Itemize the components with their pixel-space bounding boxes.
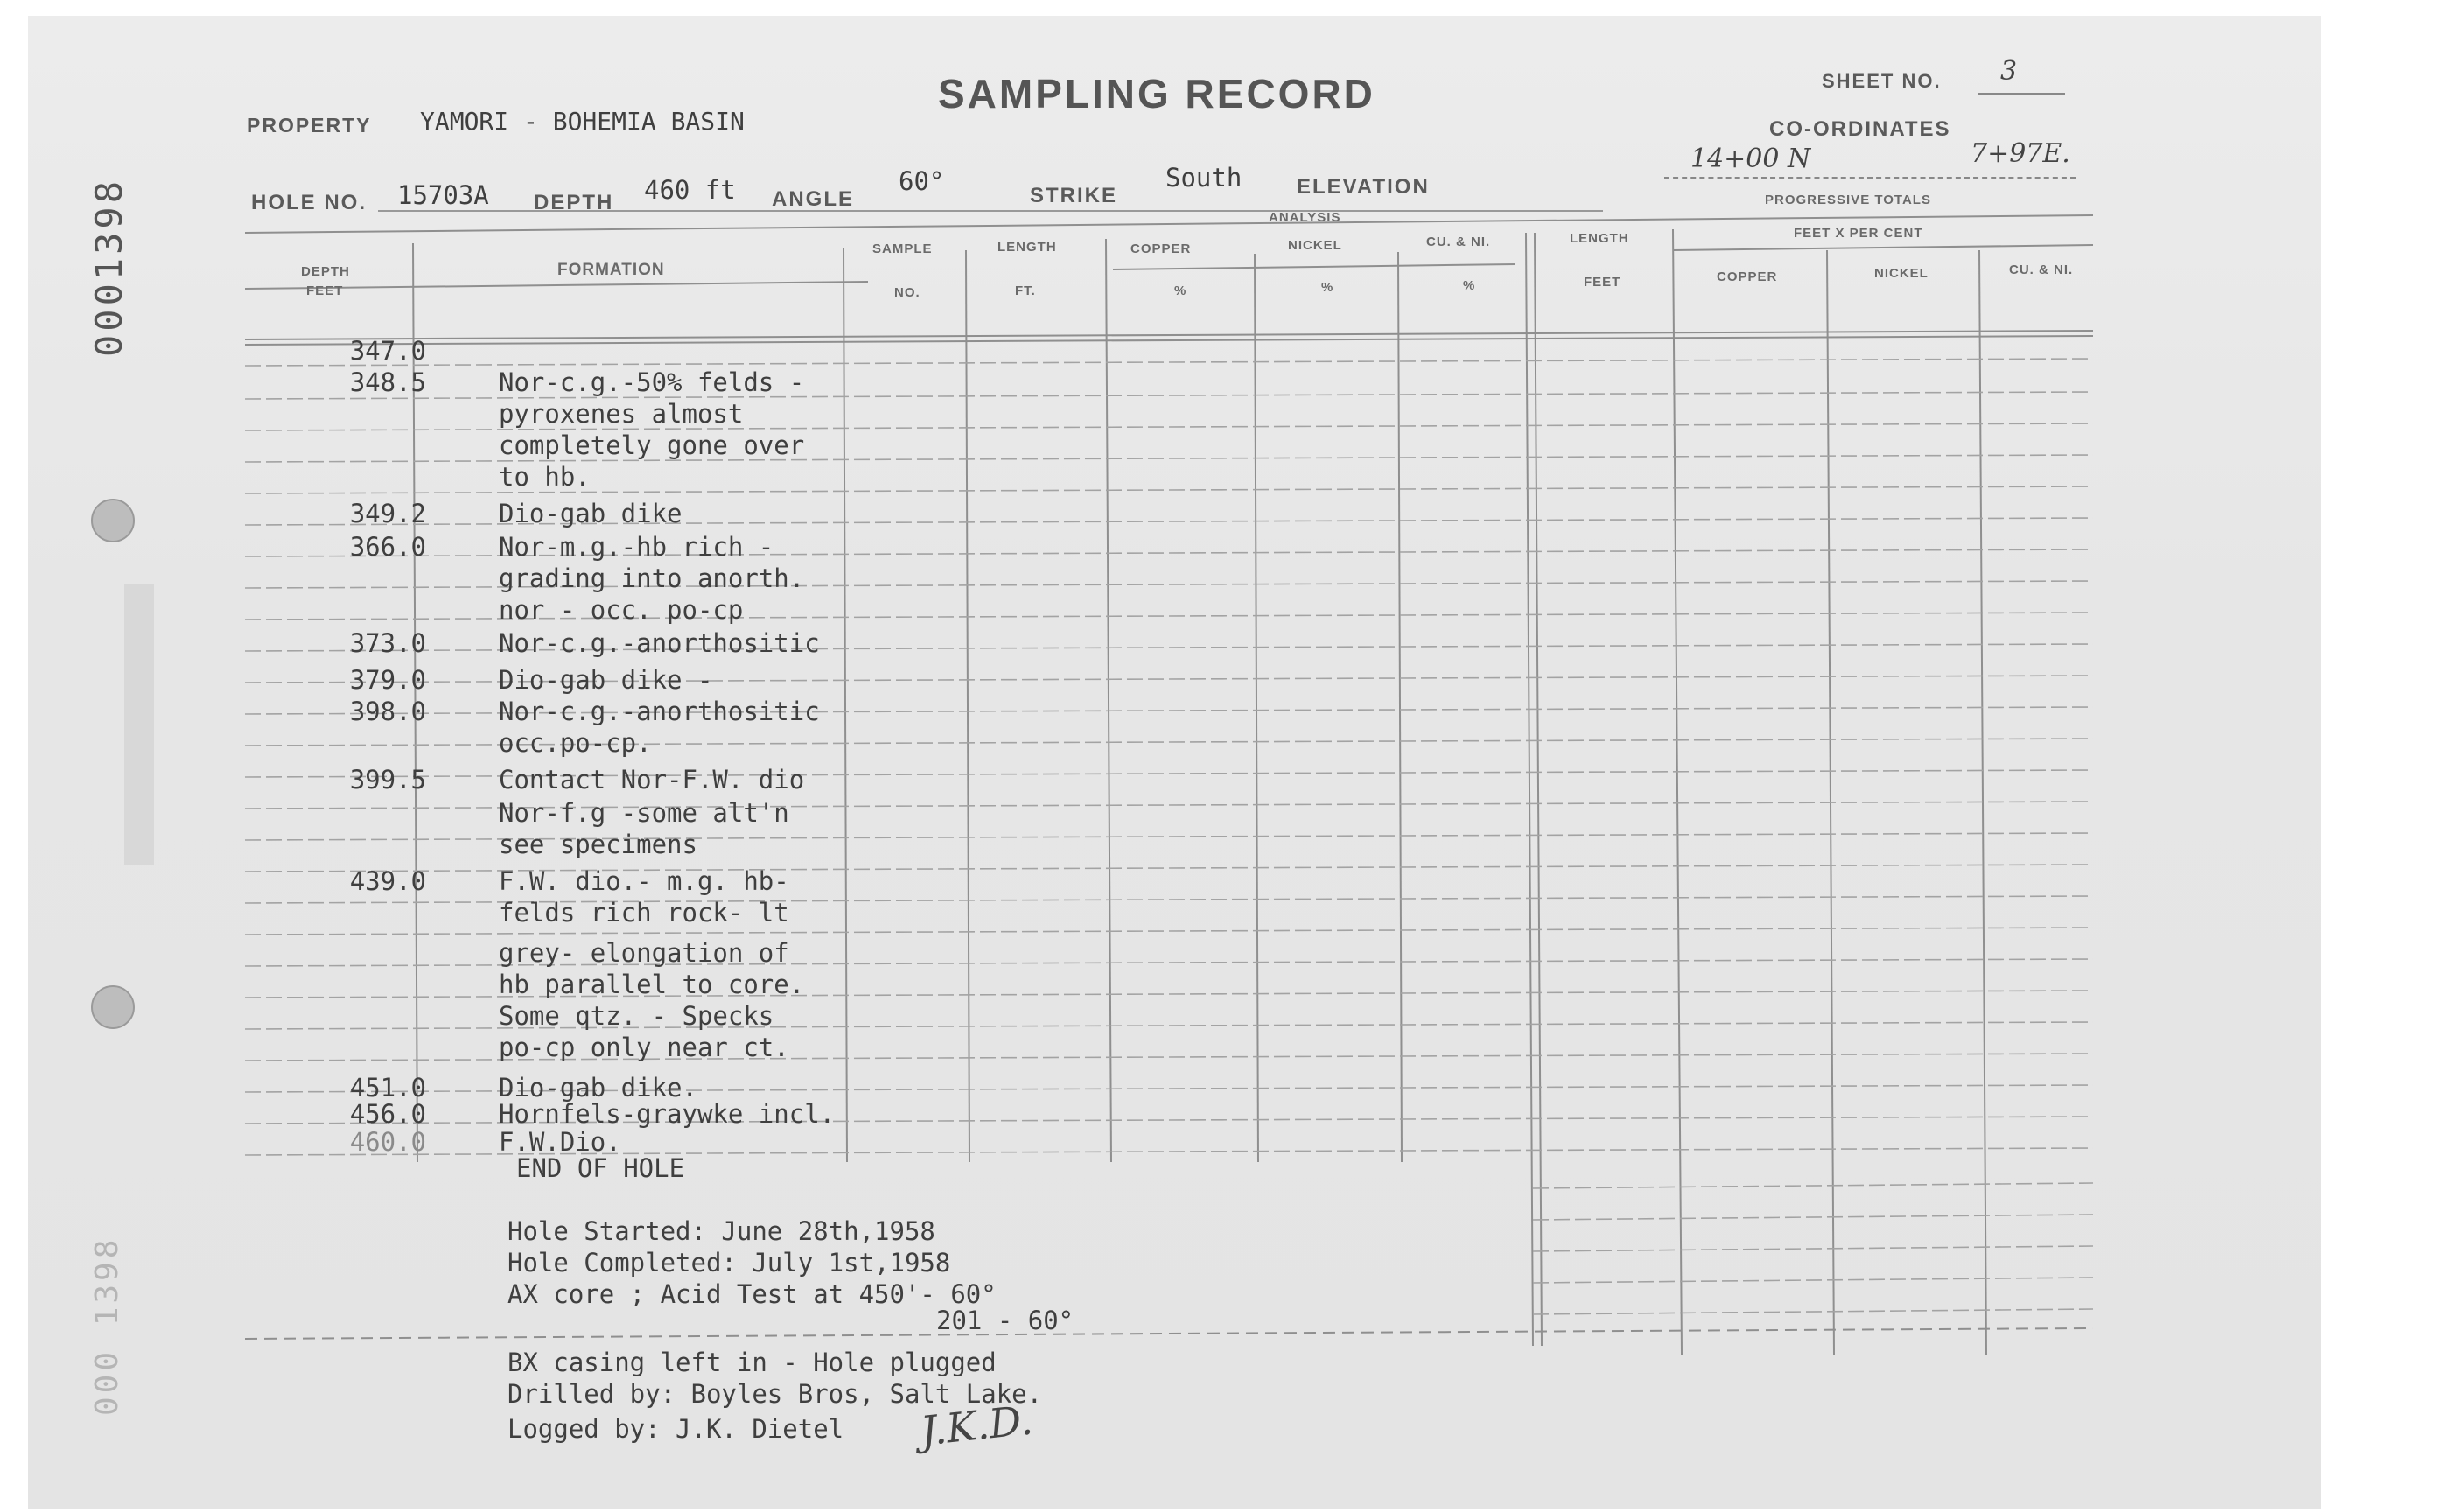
row-formation: felds rich rock- lt [499,898,789,928]
note-logged-by: Logged by: J.K. Dietel [508,1414,844,1444]
col-analysis: ANALYSIS [1269,210,1341,225]
row-formation: F.W. dio.- m.g. hb- [499,866,789,896]
row-depth: 398.0 [349,696,426,726]
row-formation: grading into anorth. [499,564,805,593]
row-formation: Dio-gab dike - [499,665,713,695]
col-copper: COPPER [1130,242,1192,256]
coordinate-north: 14+00 N [1690,144,1811,174]
document-number: 0001398 [88,177,130,357]
hole-no-label: HOLE NO. [251,191,368,214]
col-prog-cu-ni: CU. & NI. [2009,262,2074,277]
col-sample-no: NO. [894,285,920,300]
property-value: YAMORI - BOHEMIA BASIN [420,107,745,136]
row-depth: 373.0 [349,628,426,658]
row-formation: Nor-f.g -some alt'n [499,798,789,828]
row-formation: Contact Nor-F.W. dio [499,765,805,794]
depth-label: DEPTH [534,191,614,214]
row-formation: to hb. [499,462,591,492]
sampling-record-sheet [28,16,2320,1508]
row-formation: END OF HOLE [516,1153,685,1183]
row-depth: 347.0 [349,336,426,366]
row-depth: 451.0 [349,1073,426,1102]
col-feet: FEET [306,284,344,298]
row-formation: pyroxenes almost [499,399,744,429]
row-formation: po-cp only near ct. [499,1032,789,1062]
depth-value: 460 ft [644,175,736,205]
row-formation: nor - occ. po-cp [499,595,744,625]
col-prog-feet: FEET [1584,275,1621,290]
angle-label: ANGLE [772,187,854,211]
row-depth: 460.0 [349,1127,426,1157]
col-formation: FORMATION [557,261,665,279]
col-nickel-pct: % [1321,280,1334,295]
col-progressive-totals: PROGRESSIVE TOTALS [1765,192,1931,207]
col-cu-ni: CU. & NI. [1426,234,1491,249]
property-label: PROPERTY [247,114,372,136]
row-depth: 348.5 [349,368,426,397]
note-hole-started: Hole Started: June 28th,1958 [508,1216,935,1246]
row-formation: F.W.Dio. [499,1127,621,1157]
row-formation: occ.po-cp. [499,728,652,758]
signature-initials: J.K.D. [918,1396,1035,1455]
row-formation: Nor-c.g.-anorthositic [499,696,820,726]
note-casing: BX casing left in - Hole plugged [508,1348,997,1377]
col-length-ft: FT. [1015,284,1036,298]
col-feet-x-per-cent: FEET X PER CENT [1794,226,1923,241]
document-number-faded: 000 1398 [89,1236,125,1416]
row-formation: Dio-gab dike. [499,1073,697,1102]
row-formation: Nor-c.g.-50% felds - [499,368,805,397]
strike-value: South [1166,163,1242,192]
note-acid-test-2: 201 - 60° [936,1306,1074,1335]
coordinates-label: CO-ORDINATES [1769,117,1951,141]
hole-no-value: 15703A [397,180,489,210]
row-depth: 379.0 [349,665,426,695]
page-title: SAMPLING RECORD [938,71,1376,116]
row-formation: see specimens [499,830,697,859]
elevation-label: ELEVATION [1297,175,1430,199]
col-copper-pct: % [1174,284,1187,298]
row-depth: 349.2 [349,499,426,528]
row-formation: Nor-m.g.-hb rich - [499,532,774,562]
table-grid [28,16,2320,1508]
col-prog-copper: COPPER [1717,270,1778,284]
col-depth: DEPTH [301,264,350,279]
col-prog-length: LENGTH [1570,231,1629,246]
row-depth: 399.5 [349,765,426,794]
sheet-no-value: 3 [2000,56,2018,87]
sheet-no-label: SHEET NO. [1822,70,1942,92]
note-drilled-by: Drilled by: Boyles Bros, Salt Lake. [508,1379,1043,1409]
row-formation: completely gone over [499,430,805,460]
row-depth: 366.0 [349,532,426,562]
row-formation: hb parallel to core. [499,970,805,999]
coordinate-east: 7+97E. [1970,138,2070,169]
col-length: LENGTH [998,240,1057,255]
strike-label: STRIKE [1030,184,1118,207]
row-formation: Nor-c.g.-anorthositic [499,628,820,658]
note-hole-completed: Hole Completed: July 1st,1958 [508,1248,951,1278]
row-depth: 456.0 [349,1099,426,1129]
row-formation: Dio-gab dike [499,499,682,528]
row-formation: grey- elongation of [499,938,789,968]
row-formation: Hornfels-graywke incl. [499,1099,836,1129]
row-depth: 439.0 [349,866,426,896]
col-nickel: NICKEL [1288,238,1342,253]
angle-value: 60° [899,166,945,196]
note-acid-test: AX core ; Acid Test at 450'- 60° [508,1279,997,1309]
col-sample: SAMPLE [872,242,933,256]
col-cu-ni-pct: % [1463,278,1476,293]
col-prog-nickel: NICKEL [1874,266,1928,281]
row-formation: Some qtz. - Specks [499,1001,774,1031]
